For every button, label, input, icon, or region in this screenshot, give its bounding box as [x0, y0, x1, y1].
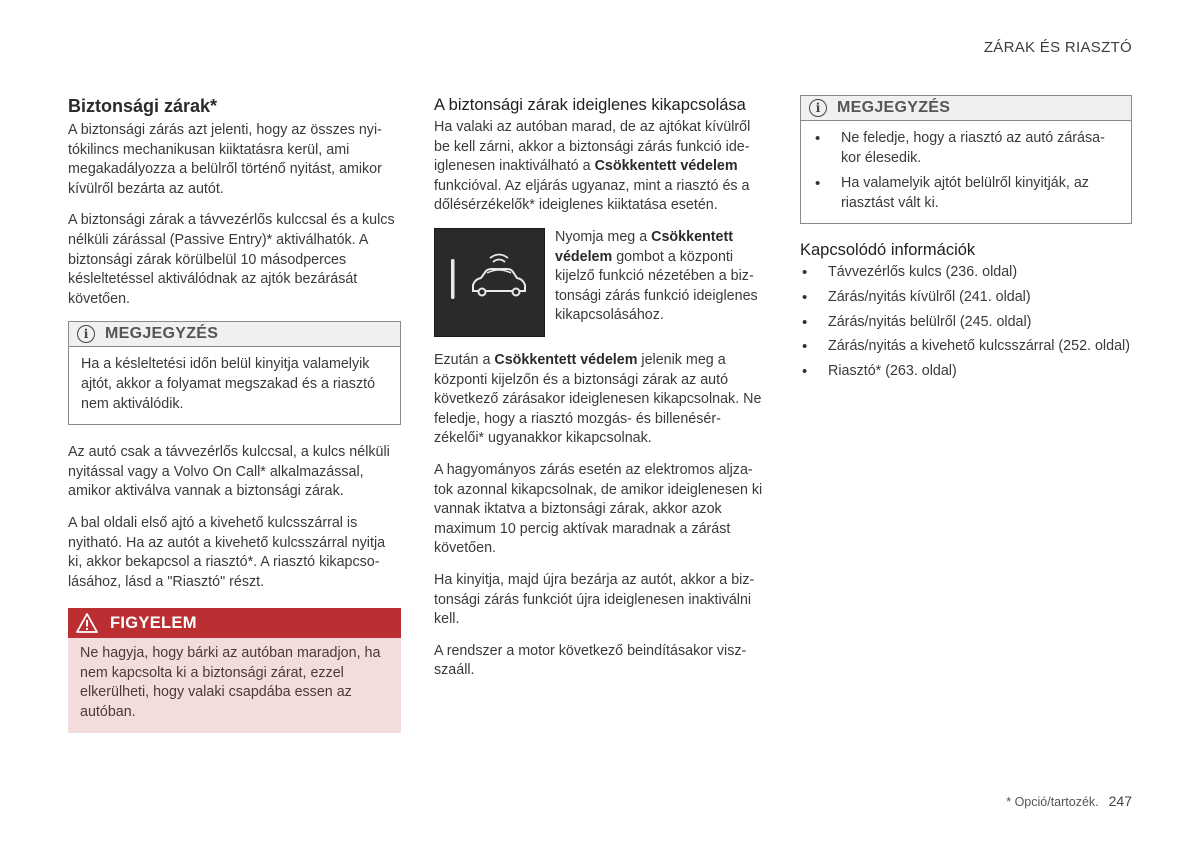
paragraph: Ha kinyitja, majd újra bezárja az autót, akkor a biztonsági zárás funkciót újra ideiglenesen inaktiválni kell. — [434, 571, 755, 628]
note-header — [801, 96, 1131, 121]
list-item: • Ha valamelyik ajtót belülről kinyitják, az riasztást vált ki. — [813, 174, 1119, 213]
note-label: MEGJEGYZÉS — [105, 325, 219, 343]
term-reduced-guard: Csökkentett védelem — [594, 158, 738, 175]
term-reduced-guard: Csökkentett védelem — [555, 228, 733, 265]
heading-temporary-disable: A biztonsági zárak ideiglenes kikapcsolása — [434, 96, 746, 114]
list-item: • Ne feledje, hogy a riasztó az autó zárásakor élesedik. — [813, 129, 1119, 168]
term-reduced-guard: Csökkentett védelem — [494, 351, 638, 368]
column-1 — [68, 95, 401, 733]
related-links-list — [800, 263, 1132, 381]
related-link[interactable]: • Zárás/nyitás belülről (245. oldal) — [800, 313, 1132, 333]
note-body — [69, 347, 400, 424]
text-run: gombot a központi kijelző funkció nézetében a biztonsági zárás funkció ideiglenes kikapcsolásához. — [555, 248, 758, 324]
note-list — [801, 121, 1131, 223]
related-link[interactable]: • Zárás/nyitás a kivehető kulcsszárral (252. oldal) — [800, 337, 1132, 357]
note-box — [68, 321, 401, 425]
info-icon: i — [809, 99, 827, 117]
related-link[interactable]: • Távvezérlős kulcs (236. oldal) — [800, 263, 1132, 283]
button-illustration-row — [434, 228, 764, 337]
paragraph: A rendszer a motor következő beindításakor viszszaáll. — [434, 642, 747, 679]
warning-triangle-icon — [76, 613, 98, 633]
section-title: ZÁRAK ÉS RIASZTÓ — [983, 39, 1132, 56]
paragraph: A hagyományos zárás esetén az elektromos aljzatok azonnal kikapcsolnak, de amikor ideiglenesen ki vannak iktatva a biztonsági zárak, akkor azok maximum 10 percig aktívak maradnak a zárást követően. — [434, 461, 763, 557]
info-icon: i — [77, 325, 95, 343]
option-footnote: * Opció/tartozék. — [1006, 795, 1099, 809]
text-run: funkcióval. Az eljárás ugyanaz, mint a riasztó és a dőlésérzékelők* ideiglenes kiiktatása esetén. — [434, 177, 750, 214]
warning-label: FIGYELEM — [110, 613, 197, 632]
car-shield-icon — [435, 229, 544, 336]
footer — [1006, 793, 1132, 809]
paragraph — [434, 118, 764, 216]
related-link[interactable]: • Zárás/nyitás kívülről (241. oldal) — [800, 288, 1132, 308]
reduced-guard-button-image — [434, 228, 545, 337]
warning-header — [68, 608, 401, 638]
heading-security-locks: Biztonsági zárak* — [68, 96, 218, 116]
note-header — [69, 322, 400, 347]
warning-box — [68, 608, 401, 732]
column-2 — [434, 95, 764, 693]
text-run: jelenik meg a központi kijelzőn és a biztonsági zárak az autó következő zárásakor ideiglenesen kikapcsolnak. Ne feledje, hogy a riasztó mozgás- és billenésérzékelői* ugyanakkor kikapcsolnak. — [434, 351, 762, 447]
text-run: Ezután a — [434, 351, 495, 368]
paragraph: Az autó csak a távvezérlős kulccsal, a kulcs nélküli nyitással vagy a Volvo On Call* alkalmazással, amikor aktiválva vannak a biztonsági zárak. — [68, 444, 390, 500]
paragraph: A biztonsági zárás azt jelenti, hogy az összes nyitókilincs mechanikusan kiiktatásra kerül, ami megakadályozza a belülről történő nyitást, amikor kívülről bezárta az autót. — [68, 122, 382, 197]
related-link[interactable]: • Riasztó* (263. oldal) — [800, 362, 1132, 382]
paragraph: A biztonsági zárak a távvezérlős kulccsal és a kulcs nélküli zárással (Passive Entry)* aktiválhatók. A biztonsági zárak körülbelül 10 másodperces késleltetéssel aktiválódnak az ajtók bezárását követően. — [68, 212, 395, 307]
paragraph — [434, 351, 764, 449]
heading-related-info: Kapcsolódó információk — [800, 241, 976, 260]
text-run: Ha valaki az autóban marad, de az ajtókat kívülről be kell zárni, akkor a biztonsági zárás funkció ideiglenesen inaktiválható a — [434, 119, 751, 175]
column-3 — [800, 95, 1132, 386]
button-instruction — [555, 228, 764, 337]
warning-text: Ne hagyja, hogy bárki az autóban maradjon, ha nem kapcsolta ki a biztonsági zárat, ezzel elkerülheti, hogy valaki csapdába essen az autóban. — [80, 645, 381, 721]
note-box — [800, 95, 1132, 224]
text-run: Nyomja meg a — [555, 228, 652, 245]
paragraph: A bal oldali első ajtó a kivehető kulcsszárral is nyitható. Ha az autót a kivehető kulcsszárral nyitja ki, akkor bekapcsol a riasztó*. A riasztó kikapcsolásához, lásd a "Riasztó" részt. — [68, 514, 386, 590]
page-number: 247 — [1108, 793, 1132, 809]
note-label: MEGJEGYZÉS — [837, 99, 951, 116]
note-text: Ha a késleltetési időn belül kinyitja valamelyik ajtót, akkor a folyamat megszakad és a riasztó nem aktiválódik. — [81, 356, 376, 412]
